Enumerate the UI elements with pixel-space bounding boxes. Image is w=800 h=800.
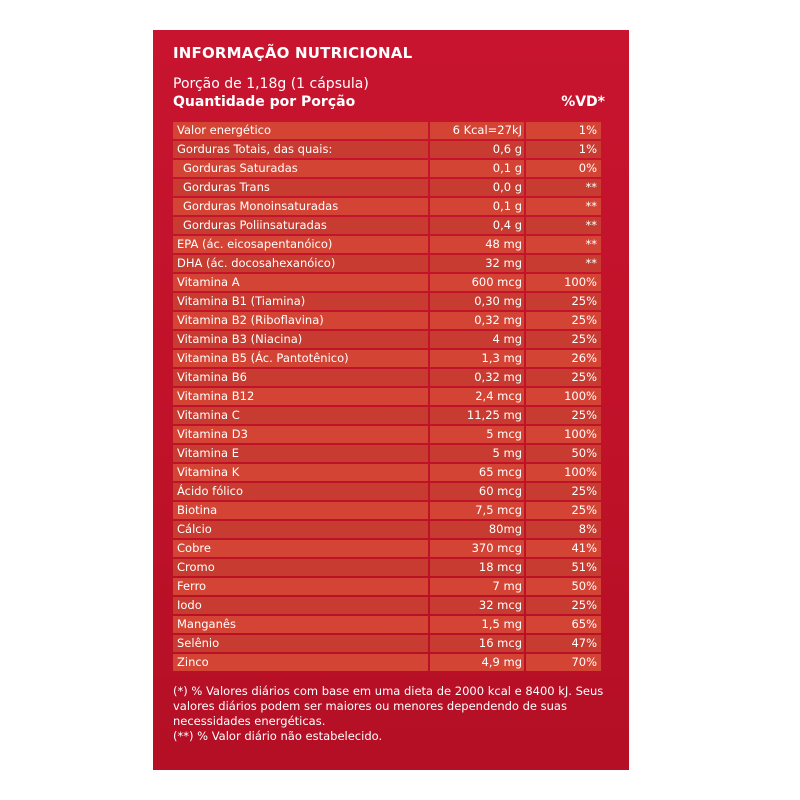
table-row (173, 653, 601, 672)
table-row (173, 634, 601, 653)
nutrient-daily-value: ** (526, 217, 601, 234)
table-row (173, 159, 601, 178)
nutrient-daily-value: 100% (526, 274, 601, 291)
nutrient-amount: 32 mg (430, 255, 524, 272)
nutrient-name: Manganês (173, 616, 428, 633)
nutrient-name: Cálcio (173, 521, 428, 538)
nutrient-daily-value: 25% (526, 597, 601, 614)
table-row (173, 140, 601, 159)
table-row (173, 273, 601, 292)
nutrient-daily-value: ** (526, 236, 601, 253)
nutrient-name: DHA (ác. docosahexanóico) (173, 255, 428, 272)
table-row (173, 235, 601, 254)
table-row (173, 444, 601, 463)
table-row (173, 520, 601, 539)
nutrient-name: Vitamina B12 (173, 388, 428, 405)
nutrient-name: Cobre (173, 540, 428, 557)
nutrient-name: Vitamina B1 (Tiamina) (173, 293, 428, 310)
table-row (173, 216, 601, 235)
nutrient-amount: 7 mg (430, 578, 524, 595)
nutrient-amount: 4 mg (430, 331, 524, 348)
nutrient-daily-value: 51% (526, 559, 601, 576)
nutrient-amount: 1,5 mg (430, 616, 524, 633)
nutrient-name: Cromo (173, 559, 428, 576)
nutrient-amount: 16 mcg (430, 635, 524, 652)
nutrient-name: Zinco (173, 654, 428, 671)
table-row (173, 463, 601, 482)
nutrient-amount: 0,6 g (430, 141, 524, 158)
portion-size: Porção de 1,18g (1 cápsula) (173, 76, 369, 92)
nutrient-daily-value: 41% (526, 540, 601, 557)
nutrient-daily-value: 47% (526, 635, 601, 652)
nutrient-daily-value: ** (526, 179, 601, 196)
nutrient-amount: 48 mg (430, 236, 524, 253)
nutrient-name: Selênio (173, 635, 428, 652)
nutrient-daily-value: 25% (526, 331, 601, 348)
nutrient-daily-value: 25% (526, 407, 601, 424)
nutrient-daily-value: 1% (526, 122, 601, 139)
nutrient-name: Ácido fólico (173, 483, 428, 500)
table-row (173, 501, 601, 520)
nutrient-name: Vitamina D3 (173, 426, 428, 443)
nutrition-facts-panel (153, 30, 629, 770)
nutrient-name: Gorduras Monoinsaturadas (173, 198, 428, 215)
nutrient-amount: 80mg (430, 521, 524, 538)
nutrient-daily-value: 25% (526, 483, 601, 500)
nutrient-amount: 1,3 mg (430, 350, 524, 367)
table-row (173, 178, 601, 197)
nutrient-amount: 5 mg (430, 445, 524, 462)
nutrient-daily-value: ** (526, 255, 601, 272)
nutrient-amount: 7,5 mcg (430, 502, 524, 519)
nutrient-daily-value: 25% (526, 369, 601, 386)
table-row (173, 368, 601, 387)
table-row (173, 349, 601, 368)
nutrient-amount: 0,1 g (430, 198, 524, 215)
nutrient-daily-value: 50% (526, 578, 601, 595)
nutrient-name: Vitamina B5 (Ác. Pantotênico) (173, 350, 428, 367)
nutrient-name: Gorduras Totais, das quais: (173, 141, 428, 158)
nutrient-table (173, 121, 601, 672)
nutrient-name: Iodo (173, 597, 428, 614)
nutrient-amount: 0,30 mg (430, 293, 524, 310)
nutrient-name: Ferro (173, 578, 428, 595)
nutrient-name: Gorduras Saturadas (173, 160, 428, 177)
panel-title: INFORMAÇÃO NUTRICIONAL (173, 44, 413, 62)
nutrient-name: Gorduras Poliinsaturadas (173, 217, 428, 234)
nutrient-daily-value: 70% (526, 654, 601, 671)
nutrient-amount: 6 Kcal=27kJ (430, 122, 524, 139)
nutrient-daily-value: 100% (526, 464, 601, 481)
table-header (173, 94, 611, 114)
nutrient-name: Vitamina B6 (173, 369, 428, 386)
table-row (173, 558, 601, 577)
nutrient-name: Vitamina B3 (Niacina) (173, 331, 428, 348)
nutrient-amount: 0,4 g (430, 217, 524, 234)
nutrient-amount: 0,32 mg (430, 369, 524, 386)
nutrient-amount: 32 mcg (430, 597, 524, 614)
table-row (173, 596, 601, 615)
dv-label: %VD* (561, 94, 605, 110)
nutrient-amount: 0,0 g (430, 179, 524, 196)
nutrient-amount: 18 mcg (430, 559, 524, 576)
nutrient-daily-value: 50% (526, 445, 601, 462)
nutrient-amount: 11,25 mg (430, 407, 524, 424)
nutrient-name: Vitamina E (173, 445, 428, 462)
nutrient-name: Vitamina A (173, 274, 428, 291)
table-row (173, 311, 601, 330)
table-row (173, 539, 601, 558)
table-row (173, 292, 601, 311)
table-row (173, 121, 601, 140)
table-row (173, 482, 601, 501)
nutrient-amount: 60 mcg (430, 483, 524, 500)
nutrient-name: Vitamina K (173, 464, 428, 481)
nutrient-daily-value: 100% (526, 426, 601, 443)
quantity-label: Quantidade por Porção (173, 94, 356, 110)
nutrient-name: Vitamina B2 (Riboflavina) (173, 312, 428, 329)
nutrient-amount: 2,4 mcg (430, 388, 524, 405)
footnote (173, 684, 613, 744)
nutrient-daily-value: 100% (526, 388, 601, 405)
nutrient-name: Valor energético (173, 122, 428, 139)
nutrient-amount: 0,1 g (430, 160, 524, 177)
table-row (173, 615, 601, 634)
table-row (173, 197, 601, 216)
nutrient-name: EPA (ác. eicosapentanóico) (173, 236, 428, 253)
nutrient-daily-value: 1% (526, 141, 601, 158)
nutrient-name: Vitamina C (173, 407, 428, 424)
nutrient-amount: 5 mcg (430, 426, 524, 443)
table-row (173, 425, 601, 444)
nutrient-amount: 65 mcg (430, 464, 524, 481)
table-row (173, 406, 601, 425)
nutrient-daily-value: 25% (526, 502, 601, 519)
table-row (173, 254, 601, 273)
nutrient-amount: 600 mcg (430, 274, 524, 291)
nutrient-daily-value: ** (526, 198, 601, 215)
nutrient-daily-value: 26% (526, 350, 601, 367)
nutrient-daily-value: 0% (526, 160, 601, 177)
footnote-dv-not-established: (**) % Valor diário não estabelecido. (173, 729, 383, 743)
table-row (173, 330, 601, 349)
nutrient-daily-value: 65% (526, 616, 601, 633)
table-row (173, 387, 601, 406)
nutrient-amount: 370 mcg (430, 540, 524, 557)
nutrient-name: Gorduras Trans (173, 179, 428, 196)
table-row (173, 577, 601, 596)
nutrient-name: Biotina (173, 502, 428, 519)
nutrient-daily-value: 25% (526, 293, 601, 310)
nutrient-daily-value: 25% (526, 312, 601, 329)
nutrient-amount: 4,9 mg (430, 654, 524, 671)
footnote-dv-basis: (*) % Valores diários com base em uma dieta de 2000 kcal e 8400 kJ. Seus valores diários podem ser maiores ou menores dependendo de suas necessidades energéticas. (173, 684, 604, 728)
nutrient-amount: 0,32 mg (430, 312, 524, 329)
nutrient-daily-value: 8% (526, 521, 601, 538)
